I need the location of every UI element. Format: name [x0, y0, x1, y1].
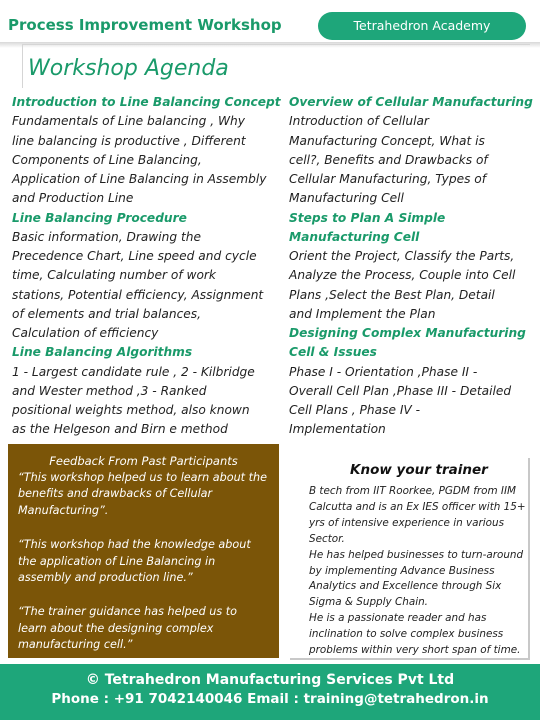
- trainer-bio-line: He has helped businesses to turn-around: [309, 548, 524, 561]
- agenda-heading: Introduction to Line Balancing Concept: [12, 95, 281, 109]
- agenda-title: Workshop Agenda: [28, 56, 229, 81]
- agenda-text-line: Cellular Manufacturing, Types of: [289, 172, 487, 186]
- footer-contact: Phone : +91 7042140046 Email : training@tetrahedron.in: [51, 691, 489, 707]
- agenda-left-column: [12, 93, 294, 440]
- trainer-bio-line: He is a passionate reader and has: [309, 612, 487, 625]
- header-title: Process Improvement Workshop: [8, 16, 282, 34]
- agenda-text-line: 1 - Largest candidate rule , 2 - Kilbridge: [12, 364, 255, 379]
- agenda-text-line: Precedence Chart, Line speed and cycle: [12, 249, 257, 263]
- feedback-quote-2: “This workshop had the knowledge about the application of Line Balancing in assembly and production line.”: [18, 538, 251, 585]
- agenda-right-column: [289, 93, 531, 440]
- agenda-text-line: Orient the Project, Classify the Parts,: [289, 249, 515, 263]
- agenda-text-line: Plans ,Select the Best Plan, Detail: [289, 287, 495, 302]
- agenda-heading: Cell & Issues: [289, 345, 377, 360]
- agenda-text-line: of elements and trial balances,: [12, 306, 202, 321]
- agenda-text-line: positional weights method, also known: [12, 403, 250, 417]
- agenda-text-line: Phase I - Orientation ,Phase II -: [289, 364, 478, 379]
- agenda-heading: Line Balancing Algorithms: [12, 345, 193, 360]
- trainer-bio-line: B tech from IIT Roorkee, PGDM from IIM: [309, 485, 516, 497]
- agenda-heading: Designing Complex Manufacturing: [289, 326, 526, 340]
- academy-badge: Tetrahedron Academy: [318, 12, 526, 40]
- footer-company: © Tetrahedron Manufacturing Services Pvt Ltd: [85, 672, 455, 688]
- agenda-text-line: Basic information, Drawing the: [12, 229, 201, 244]
- feedback-quote-3: “The trainer guidance has helped us to learn about the designing complex manufacturing cell.”: [18, 605, 237, 652]
- trainer-bio-line: Sector.: [309, 532, 345, 545]
- agenda-heading: Overview of Cellular Manufacturing: [289, 95, 533, 109]
- trainer-bio-line: Analytics and Excellence through Six: [309, 580, 502, 593]
- agenda-text-line: Overall Cell Plan ,Phase III - Detailed: [289, 383, 512, 398]
- trainer-title: Know your trainer: [350, 462, 488, 478]
- trainer-bio-line: by implementing Advance Business: [309, 564, 495, 577]
- agenda-text-line: Cell Plans , Phase IV -: [289, 403, 421, 417]
- trainer-bio-line: inclination to solve complex business: [309, 628, 504, 641]
- footer: [0, 664, 540, 720]
- trainer-bio: [309, 484, 531, 659]
- agenda-text-line: time, Calculating number of work: [12, 268, 216, 283]
- trainer-bio-line: yrs of intensive experience in various: [309, 516, 505, 529]
- agenda-text-line: Manufacturing Concept, What is: [289, 133, 485, 148]
- agenda-text-line: and Wester method ,3 - Ranked: [12, 383, 207, 398]
- agenda-text-line: Components of Line Balancing,: [12, 152, 202, 167]
- agenda-text-line: stations, Potential efficiency, Assignment: [12, 287, 264, 302]
- agenda-text-line: and Implement the Plan: [289, 306, 436, 321]
- feedback-title: Feedback From Past Participants: [49, 454, 238, 468]
- trainer-bio-line: Calcutta and is an Ex IES officer with 15+: [309, 500, 526, 513]
- trainer-bio-line: Sigma & Supply Chain.: [309, 596, 428, 609]
- agenda-text-line: Calculation of efficiency: [12, 326, 159, 340]
- agenda-text-line: Implementation: [289, 422, 386, 437]
- feedback-quote-1: “This workshop helped us to learn about the benefits and drawbacks of Cellular Manufacturing”.: [18, 471, 267, 517]
- agenda-text-line: Introduction of Cellular: [289, 114, 429, 129]
- agenda-heading: Steps to Plan A Simple: [289, 210, 446, 225]
- feedback-box: [8, 444, 279, 658]
- agenda-text-line: and Production Line: [12, 191, 134, 206]
- agenda-text-line: line balancing is productive , Different: [12, 133, 246, 148]
- agenda-text-line: Manufacturing Cell: [289, 191, 404, 206]
- agenda-heading: Manufacturing Cell: [289, 229, 420, 244]
- agenda-text-line: Analyze the Process, Couple into Cell: [289, 268, 516, 283]
- agenda-text-line: Fundamentals of Line balancing , Why: [12, 114, 245, 129]
- agenda-text-line: as the Helgeson and Birn e method: [12, 422, 228, 437]
- agenda-text-line: cell?, Benefits and Drawbacks of: [289, 152, 488, 167]
- agenda-text-line: Application of Line Balancing in Assembly: [12, 172, 267, 186]
- agenda-heading: Line Balancing Procedure: [12, 210, 187, 225]
- trainer-bio-line: problems within very short span of time.: [309, 644, 521, 657]
